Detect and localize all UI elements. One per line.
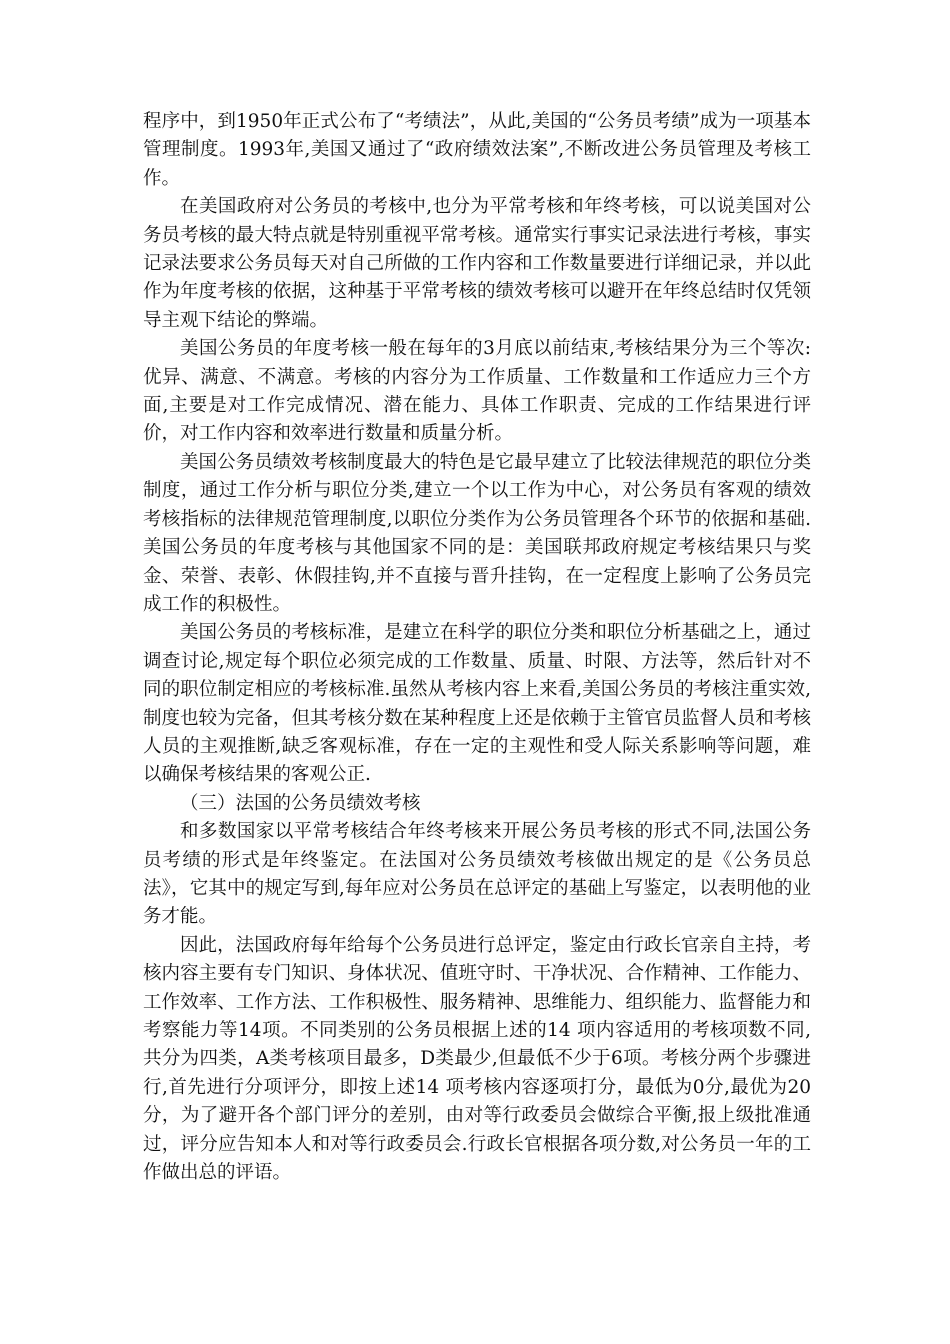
section-heading-france: （三）法国的公务员绩效考核 — [180, 792, 421, 814]
paragraph-us-assessment-standard: 美国公务员的考核标准，是建立在科学的职位分类和职位分析基础之上，通过调查讨论,规定每个职位必须完成的工作数量、质量、时限、方法等，然后针对不同的职位制定相应的考核标准.虽然从考核内容上来看,美国公务员的考核注重实效,制度也较为完备，但其考核分数在某种程度上还是依赖于主管官员监督人员和考核人员的主观推断,缺乏客观标准，存在一定的主观性和受人际关系影响等问题，难以确保考核结果的客观公正. — [143, 622, 811, 786]
paragraph-us-classification-system: 美国公务员绩效考核制度最大的特色是它最早建立了比较法律规范的职位分类制度，通过工作分析与职位分类,建立一个以工作为中心，对公务员有客观的绩效考核指标的法律规范管理制度,以职位分类作为公务员管理各个环节的依据和基础.美国公务员的年度考核与其他国家不同的是：美国联邦政府规定考核结果只与奖金、荣誉、表彰、休假挂钩,并不直接与晋升挂钩，在一定程度上影响了公务员完成工作的积极性。 — [143, 451, 811, 615]
paragraph-france-evaluation-items: 因此，法国政府每年给每个公务员进行总评定，鉴定由行政长官亲自主持，考核内容主要有专门知识、身体状况、值班守时、干净状况、合作精神、工作能力、工作效率、工作方法、工作积极性、服务精神、思维能力、组织能力、监督能力和考察能力等14项。不同类别的公务员根据上述的14 项内容适用的考核项数不同,共分为四类，A类考核项目最多，D类最少,但最低不少于6项。考核分两个步骤进行,首先进行分项评分，即按上述14 项考核内容逐项打分，最低为0分,最优为20分，为了避开各个部门评分的差别，由对等行政委员会做综合平衡,报上级批准通过，评分应告知本人和对等行政委员会.行政长官根据各项分数,对公务员一年的工作做出总的评语。 — [143, 934, 811, 1184]
paragraph-us-annual-assessment: 美国公务员的年度考核一般在每年的3月底以前结束,考核结果分为三个等次:优异、满意、不满意。考核的内容分为工作质量、工作数量和工作适应力三个方面,主要是对工作完成情况、潜在能力、具体工作职责、完成的工作结果进行评价，对工作内容和效率进行数量和质量分析。 — [143, 338, 811, 445]
document-body — [143, 108, 811, 1187]
paragraph-continuation: 程序中，到1950年正式公布了“考绩法”，从此,美国的“公务员考绩”成为一项基本管理制度。1993年,美国又通过了“政府绩效法案”,不断改进公务员管理及考核工作。 — [143, 111, 811, 189]
paragraph-france-annual-appraisal: 和多数国家以平常考核结合年终考核来开展公务员考核的形式不同,法国公务员考绩的形式是年终鉴定。在法国对公务员绩效考核做出规定的是《公务员总法》，它其中的规定写到,每年应对公务员在总评定的基础上写鉴定，以表明他的业务才能。 — [143, 821, 811, 928]
paragraph-us-regular-assessment: 在美国政府对公务员的考核中,也分为平常考核和年终考核，可以说美国对公务员考核的最大特点就是特别重视平常考核。通常实行事实记录法进行考核，事实记录法要求公务员每天对自己所做的工作内容和工作数量要进行详细记录，并以此作为年度考核的依据，这种基于平常考核的绩效考核可以避开在年终总结时仅凭领导主观下结论的弊端。 — [143, 196, 811, 331]
